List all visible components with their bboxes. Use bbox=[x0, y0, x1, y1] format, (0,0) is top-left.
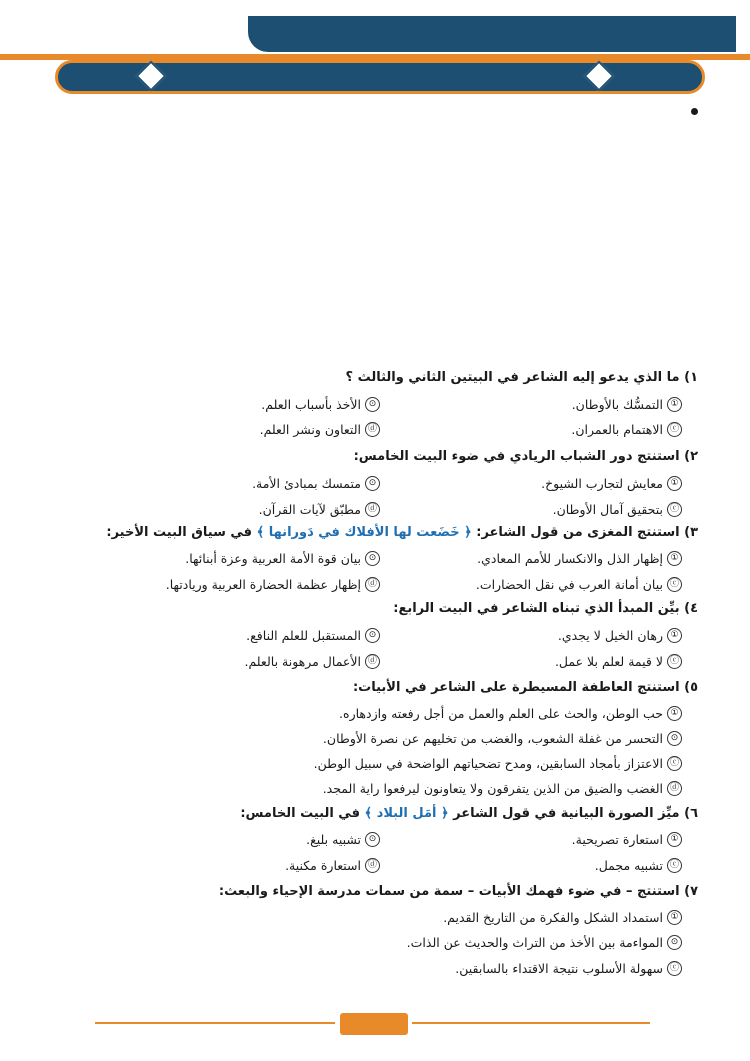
option-marker-icon: ⓓ bbox=[365, 654, 380, 669]
answer-option[interactable] bbox=[166, 577, 380, 592]
option-marker-icon: ① bbox=[667, 628, 682, 643]
answer-option[interactable] bbox=[477, 551, 682, 566]
answer-option[interactable] bbox=[595, 858, 682, 873]
answer-option[interactable] bbox=[323, 731, 682, 746]
option-text: الأعمال مرهونة بالعلم. bbox=[244, 654, 361, 669]
answer-option[interactable] bbox=[252, 476, 380, 491]
option-marker-icon: ① bbox=[667, 706, 682, 721]
option-text: مطبّق لآيات القرآن. bbox=[258, 502, 361, 517]
answer-option[interactable] bbox=[558, 628, 682, 643]
quoted-phrase: ﴿ خَضَعت لها الأفلاك في دَورانها ﴾ bbox=[256, 525, 472, 540]
option-marker-icon: ⊙ bbox=[365, 628, 380, 643]
option-text: سهولة الأسلوب نتيجة الاقتداء بالسابقين. bbox=[455, 961, 663, 976]
option-marker-icon: ⓒ bbox=[667, 654, 682, 669]
option-marker-icon: ⓒ bbox=[667, 858, 682, 873]
answer-option[interactable] bbox=[572, 832, 682, 847]
answer-option[interactable] bbox=[541, 476, 682, 491]
question-text bbox=[106, 525, 698, 540]
answer-option[interactable] bbox=[314, 756, 682, 771]
option-marker-icon: ⊙ bbox=[365, 832, 380, 847]
footer-line-right bbox=[412, 1022, 650, 1024]
option-marker-icon: ⊙ bbox=[667, 935, 682, 950]
option-text: التمسُّك بالأوطان. bbox=[571, 397, 663, 412]
option-marker-icon: ⓓ bbox=[365, 422, 380, 437]
answer-option[interactable] bbox=[185, 551, 380, 566]
question-text bbox=[240, 806, 698, 821]
option-marker-icon: ⓓ bbox=[365, 858, 380, 873]
option-text: الغضب والضيق من الذين يتفرقون ولا يتعاونون ليرفعوا راية المجد. bbox=[322, 781, 663, 796]
option-text: تشبيه مجمل. bbox=[594, 858, 663, 873]
question-prefix: ٦) ميِّز الصورة البيانية في قول الشاعر bbox=[448, 806, 698, 821]
option-text: المستقبل للعلم النافع. bbox=[246, 628, 361, 643]
verse-row bbox=[0, 234, 750, 264]
answer-option[interactable] bbox=[261, 397, 380, 412]
verse-row bbox=[0, 264, 750, 294]
question-text: ١) ما الذي يدعو إليه الشاعر في البيتين الثاني والثالث ؟ bbox=[345, 370, 698, 385]
option-text: التحسر من غفلة الشعوب، والغضب من تخليهم عن نصرة الأوطان. bbox=[322, 731, 663, 746]
option-marker-icon: ⓒ bbox=[667, 422, 682, 437]
answer-option[interactable] bbox=[555, 654, 682, 669]
answer-option[interactable] bbox=[571, 422, 682, 437]
answer-option[interactable] bbox=[244, 654, 380, 669]
option-marker-icon: ⓒ bbox=[667, 961, 682, 976]
option-text: المواءمة بين الأخذ من التراث والحديث عن الذات. bbox=[406, 935, 663, 950]
question-prefix: ٣) استنتج المغزى من قول الشاعر: bbox=[471, 525, 698, 540]
option-text: لا قيمة لعلم بلا عمل. bbox=[554, 654, 663, 669]
option-text: بيان أمانة العرب في نقل الحضارات. bbox=[475, 577, 663, 592]
option-text: استعارة مكنية. bbox=[285, 858, 361, 873]
verse-row bbox=[0, 142, 750, 172]
option-marker-icon: ⓓ bbox=[667, 781, 682, 796]
verse-row bbox=[0, 295, 750, 325]
option-marker-icon: ① bbox=[667, 832, 682, 847]
option-text: الأخذ بأسباب العلم. bbox=[261, 397, 361, 412]
verse-row bbox=[0, 325, 750, 355]
question-text: ٧) استنتج – في ضوء فهمك الأبيات – سمة من سمات مدرسة الإحياء والبعث: bbox=[218, 884, 698, 899]
option-marker-icon: ① bbox=[667, 910, 682, 925]
option-marker-icon: ① bbox=[667, 551, 682, 566]
option-text: حب الوطن، والحث على العلم والعمل من أجل رفعته وازدهاره. bbox=[339, 706, 663, 721]
answer-option[interactable] bbox=[455, 961, 682, 976]
option-marker-icon: ⓒ bbox=[667, 756, 682, 771]
option-marker-icon: ⓓ bbox=[365, 577, 380, 592]
question-text: ٤) بيِّن المبدأ الذي تبناه الشاعر في البيت الرابع: bbox=[393, 601, 698, 616]
option-marker-icon: ⓒ bbox=[667, 577, 682, 592]
answer-option[interactable] bbox=[246, 628, 380, 643]
option-text: معايش لتجارب الشيوخ. bbox=[541, 476, 663, 491]
option-marker-icon: ① bbox=[667, 397, 682, 412]
answer-option[interactable] bbox=[259, 502, 380, 517]
text-one-heading bbox=[675, 108, 698, 115]
option-marker-icon: ⓒ bbox=[667, 502, 682, 517]
option-text: بيان قوة الأمة العربية وعزة أبنائها. bbox=[185, 551, 361, 566]
answer-option[interactable] bbox=[553, 502, 682, 517]
option-marker-icon: ⊙ bbox=[365, 397, 380, 412]
answer-option[interactable] bbox=[323, 781, 682, 796]
option-text: التعاون ونشر العلم. bbox=[259, 422, 361, 437]
question-suffix: في البيت الخامس: bbox=[240, 806, 365, 821]
option-text: إظهار عظمة الحضارة العربية وريادتها. bbox=[165, 577, 361, 592]
answer-option[interactable] bbox=[306, 832, 380, 847]
option-text: تشبيه بليغ. bbox=[306, 832, 361, 847]
quoted-phrase: ﴿ أمَل البلاد ﴾ bbox=[364, 806, 449, 821]
answer-option[interactable] bbox=[443, 910, 682, 925]
answer-option[interactable] bbox=[476, 577, 682, 592]
option-marker-icon: ① bbox=[667, 476, 682, 491]
verse-row bbox=[0, 173, 750, 203]
question-suffix: في سياق البيت الأخير: bbox=[106, 525, 257, 540]
option-text: استعارة تصريحية. bbox=[571, 832, 663, 847]
option-text: استمداد الشكل والفكرة من التاريخ القديم. bbox=[443, 910, 663, 925]
option-text: إظهار الذل والانكسار للأمم المعادي. bbox=[477, 551, 663, 566]
option-marker-icon: ⊙ bbox=[365, 551, 380, 566]
option-marker-icon: ⊙ bbox=[365, 476, 380, 491]
option-marker-icon: ⓓ bbox=[365, 502, 380, 517]
answer-option[interactable] bbox=[285, 858, 380, 873]
option-text: متمسك بمبادئ الأمة. bbox=[252, 476, 361, 491]
verse-row bbox=[0, 203, 750, 233]
answer-option[interactable] bbox=[260, 422, 380, 437]
footer-line-left bbox=[95, 1022, 335, 1024]
option-text: الاعتزاز بأمجاد السابقين، ومدح تضحياتهم الواضحة في سبيل الوطن. bbox=[313, 756, 663, 771]
answer-option[interactable] bbox=[572, 397, 682, 412]
question-text: ٢) استنتج دور الشباب الريادي في ضوء البيت الخامس: bbox=[353, 449, 698, 464]
bullet-icon bbox=[691, 108, 698, 115]
option-marker-icon: ⊙ bbox=[667, 731, 682, 746]
question-text: ٥) استنتج العاطفة المسيطرة على الشاعر في الأبيات: bbox=[352, 680, 698, 695]
option-text: الاهتمام بالعمران. bbox=[571, 422, 663, 437]
answer-option[interactable] bbox=[339, 706, 682, 721]
option-text: رهان الخيل لا يجدي. bbox=[557, 628, 663, 643]
page-number bbox=[340, 1013, 408, 1035]
answer-option[interactable] bbox=[407, 935, 682, 950]
option-text: بتحقيق آمال الأوطان. bbox=[552, 502, 663, 517]
page-header bbox=[248, 16, 736, 52]
